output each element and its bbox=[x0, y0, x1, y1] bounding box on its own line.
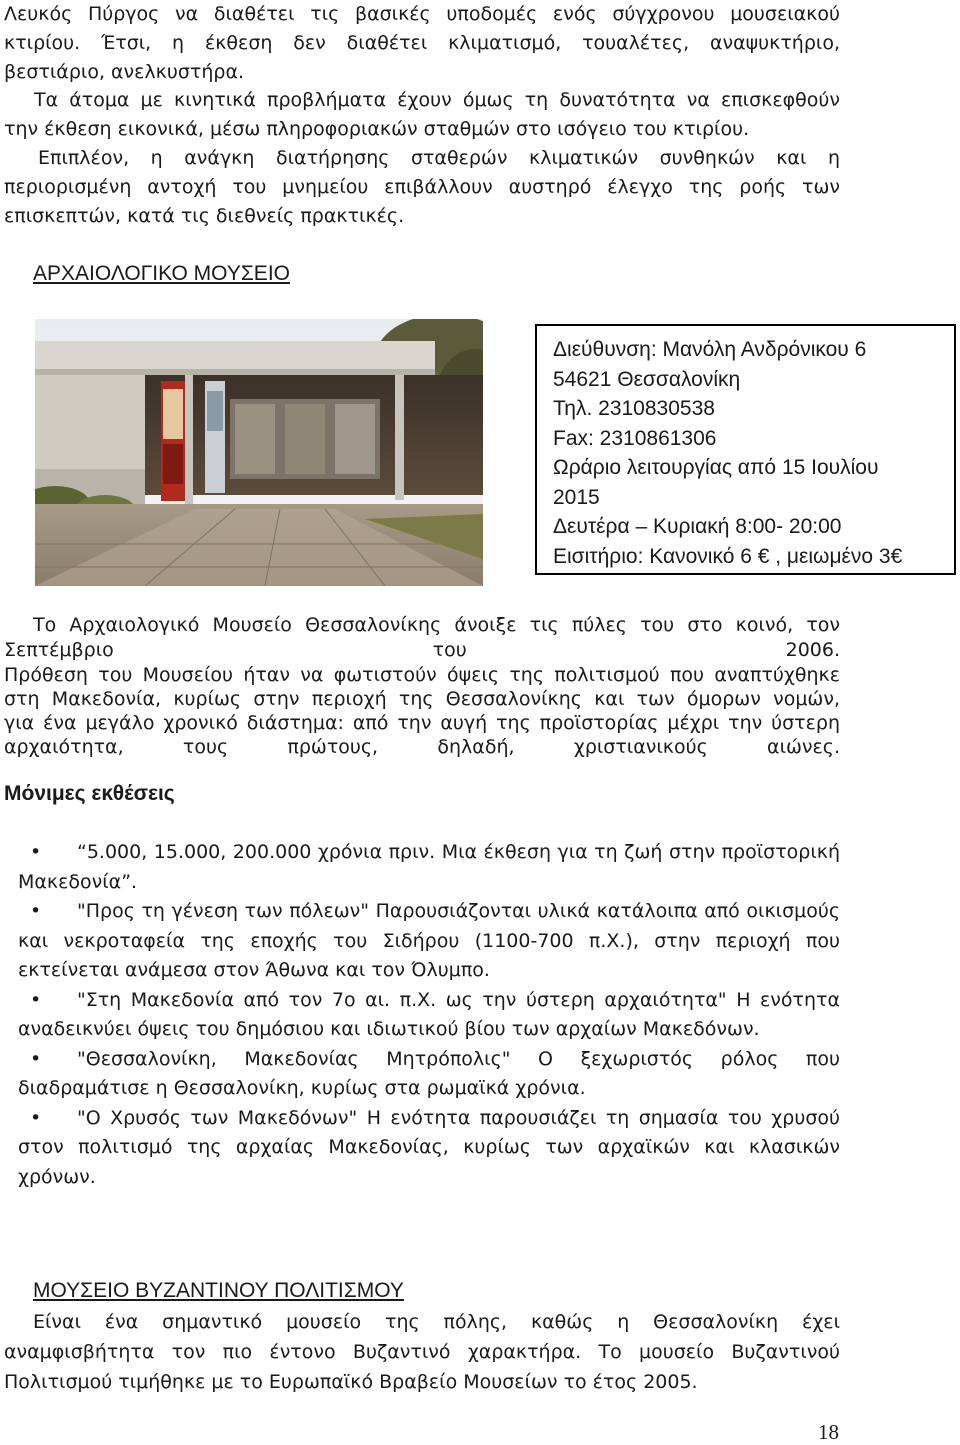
intro-line: Τα άτομα με κινητικά προβλήματα έχουν όμως τη δυνατότητα να επισκεφθούν bbox=[34, 89, 840, 111]
description-line: Σεπτέμβριο του 2006. bbox=[4, 639, 840, 661]
museum-info-box bbox=[535, 324, 956, 575]
exhibition-item: • "Θεσσαλονίκη, Μακεδονίας Μητρόπολις" Ο ξεχωριστός ρόλος που διαδραμάτισε η Θεσσαλονίκη, κυρίως στα ρωμαϊκά χρόνια. bbox=[18, 1045, 840, 1104]
page-number: 18 bbox=[818, 1420, 839, 1444]
intro-line: περιορισμένη αντοχή του μνημείου επιβάλλουν αυστηρό έλεγχο της ροής των bbox=[4, 176, 840, 198]
opening-hours-line: Ωράριο λειτουργίας από 15 Ιουλίου bbox=[553, 456, 879, 479]
intro-line: κτιρίου. Έτσι, η έκθεση δεν διαθέτει κλιματισμό, τουαλέτες, αναψυκτήριο, bbox=[4, 32, 840, 54]
description-line: Πρόθεση του Μουσείου ήταν να φωτιστούν όψεις της πολιτισμού που αναπτύχθηκε bbox=[4, 664, 840, 686]
description-line: για ένα μεγάλο χρονικό διάστημα: από την αυγή της προϊστορίας μέχρι την ύστερη bbox=[4, 712, 840, 734]
phone-line: Τηλ. 2310830538 bbox=[553, 397, 715, 420]
intro-line: την έκθεση εικονικά, μέσω πληροφοριακών σταθμών στο ισόγειο του κτιρίου. bbox=[4, 118, 750, 140]
exhibition-item: • "Στη Μακεδονία από τον 7ο αι. π.Χ. ως την ύστερη αρχαιότητα" Η ενότητα αναδεικνύει όψεις του δημόσιου και ιδιωτικού βίου των αρχαίων Μακεδόνων. bbox=[18, 986, 840, 1045]
exhibition-item: • "Προς τη γένεση των πόλεων" Παρουσιάζονται υλικά κατάλοιπα από οικισμούς και νεκροταφεία της εποχής του Σιδήρου (1100-700 π.Χ.), στην περιοχή που εκτείνεται ανάμεσα στον Άθωνα και τον Όλυμπο. bbox=[18, 897, 840, 986]
permanent-exhibitions-heading: Μόνιμες εκθέσεις bbox=[4, 782, 175, 805]
exhibitions-list bbox=[18, 838, 840, 1192]
exhibition-item: • "Ο Χρυσός των Μακεδόνων" Η ενότητα παρουσιάζει τη σημασία του χρυσού στον πολιτισμό της αρχαίας Μακεδονίας, κυρίως των αρχαϊκών και κλασικών χρόνων. bbox=[18, 1104, 840, 1193]
description-line: Το Αρχαιολογικό Μουσείο Θεσσαλονίκης άνοιξε τις πύλες του στο κοινό, τον bbox=[33, 614, 840, 636]
byzantine-line: αναμφισβήτητα τον πιο έντονο Βυζαντινό χαρακτήρα. Το μουσείο Βυζαντινού bbox=[4, 1341, 840, 1363]
description-line: αρχαιότητα, τους πρώτους, δηλαδή, χριστιανικούς αιώνες. bbox=[4, 736, 840, 758]
opening-year-line: 2015 bbox=[553, 485, 600, 509]
byzantine-line: Πολιτισμού τιμήθηκε με το Ευρωπαϊκό Βραβείο Μουσείων το έτος 2005. bbox=[4, 1371, 698, 1393]
description-line: στη Μακεδονία, κυρίως στην περιοχή της Θεσσαλονίκης και των όμορων νομών, bbox=[4, 688, 840, 710]
byzantine-line: Είναι ένα σημαντικό μουσείο της πόλης, καθώς η Θεσσαλονίκη έχει bbox=[33, 1311, 840, 1333]
intro-line: επισκεπτών, κατά τις διεθνείς πρακτικές. bbox=[4, 205, 405, 227]
schedule-line: Δευτέρα – Κυριακή 8:00- 20:00 bbox=[553, 515, 842, 538]
ticket-line: Εισιτήριο: Κανονικό 6 € , μειωμένο 3€ bbox=[553, 544, 903, 568]
museum-photo bbox=[35, 319, 483, 586]
postal-code-line: 54621 Θεσσαλονίκη bbox=[553, 367, 741, 391]
exhibition-item: • “5.000, 15.000, 200.000 χρόνια πριν. Μια έκθεση για τη ζωή στην προϊστορική Μακεδονία”. bbox=[18, 838, 840, 897]
intro-line: βεστιάριο, ανελκυστήρα. bbox=[4, 61, 245, 83]
intro-line: Λευκός Πύργος να διαθέτει τις βασικές υποδομές ενός σύγχρονου μουσειακού bbox=[4, 3, 840, 25]
byzantine-museum-heading: ΜΟΥΣΕΙΟ ΒΥΖΑΝΤΙΝΟΥ ΠΟΛΙΤΙΣΜΟΥ bbox=[33, 1279, 404, 1302]
fax-line: Fax: 2310861306 bbox=[553, 426, 717, 450]
intro-line: Επιπλέον, η ανάγκη διατήρησης σταθερών κλιματικών συνθηκών και η bbox=[38, 147, 840, 169]
archaeological-museum-heading: ΑΡΧΑΙΟΛΟΓΙΚΟ ΜΟΥΣΕΙΟ bbox=[33, 262, 290, 285]
address-line: Διεύθυνση: Μανόλη Ανδρόνικου 6 bbox=[553, 338, 867, 361]
